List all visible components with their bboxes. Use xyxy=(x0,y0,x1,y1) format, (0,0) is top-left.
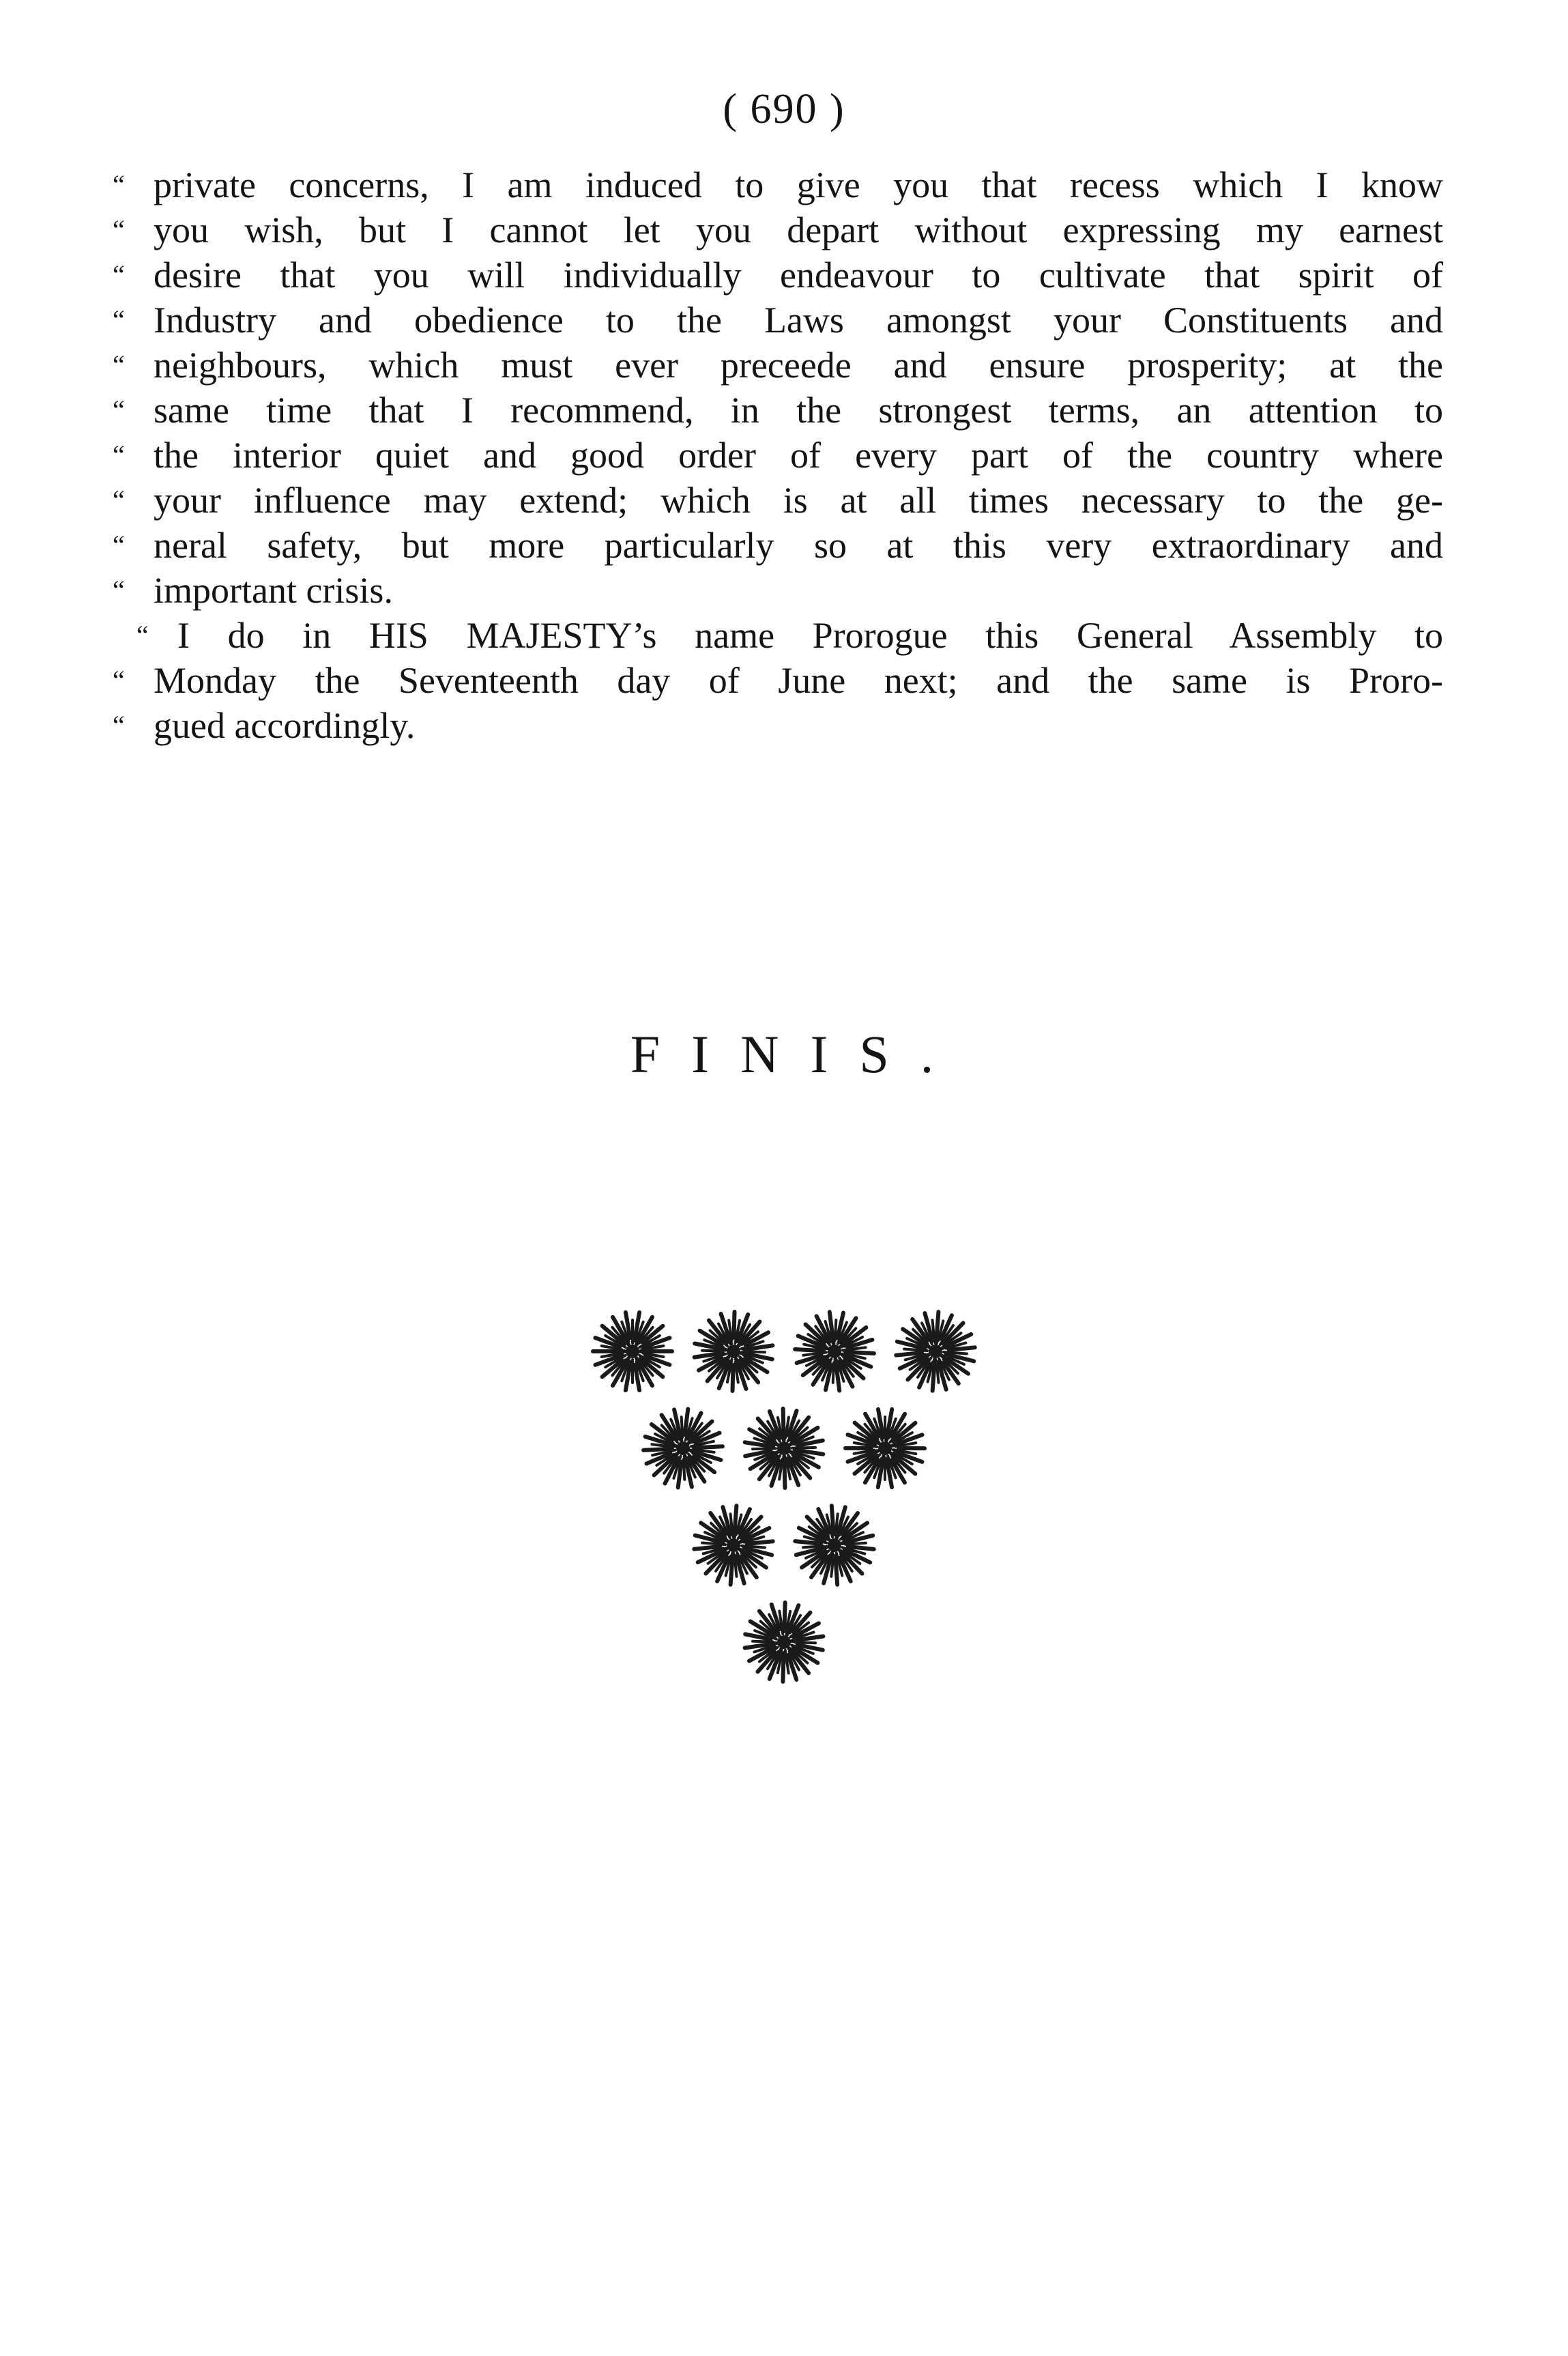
text-line xyxy=(113,388,1443,433)
line-text: I do in HIS MAJESTY’s name Prorogue this General Assembly to xyxy=(177,615,1443,656)
text-line xyxy=(113,658,1443,703)
page-number: ( 690 ) xyxy=(723,86,845,132)
line-text: neral safety, but more particularly so at this very extraordinary and xyxy=(154,525,1443,566)
line-text: private concerns, I am induced to give you that recess which I know xyxy=(154,164,1443,205)
line-text: your influence may extend; which is at all times necessary to the ge- xyxy=(154,480,1443,521)
quote-mark: “ xyxy=(113,440,125,470)
quote-mark: “ xyxy=(113,575,125,605)
text-line xyxy=(113,298,1443,343)
text-line xyxy=(113,613,1443,658)
starburst-icon xyxy=(694,1506,772,1585)
quote-mark: “ xyxy=(113,304,125,335)
text-line xyxy=(113,207,1443,253)
text-line xyxy=(113,433,1443,478)
text-line xyxy=(113,568,1409,613)
starburst-icon xyxy=(643,1409,723,1488)
starburst-icon xyxy=(745,1603,824,1682)
quote-mark: “ xyxy=(113,259,125,290)
line-text: Industry and obedience to the Laws amongst your Constituents and xyxy=(154,300,1443,341)
line-text: you wish, but I cannot let you depart without expressing my earnest xyxy=(154,210,1443,250)
line-text: same time that I recommend, in the strongest terms, an attention to xyxy=(154,390,1443,431)
quote-mark: “ xyxy=(113,349,125,380)
quote-mark: “ xyxy=(113,394,125,425)
starburst-icon xyxy=(795,1506,873,1585)
text-line xyxy=(113,343,1443,388)
quote-mark: “ xyxy=(136,620,149,650)
proclamation-text xyxy=(113,162,1443,748)
line-text: the interior quiet and good order of every part of the country where xyxy=(154,435,1443,476)
line-text: Monday the Seventeenth day of June next; and the same is Proro- xyxy=(154,660,1443,701)
starburst-icon xyxy=(845,1409,925,1487)
starburst-ornament-icon xyxy=(0,1297,1568,1720)
line-text: desire that you will individually endeavour to cultivate that spirit of xyxy=(154,255,1443,296)
quote-mark: “ xyxy=(113,485,125,515)
quote-mark: “ xyxy=(113,665,125,695)
line-text: important crisis. xyxy=(154,570,393,611)
starburst-icon xyxy=(695,1312,773,1391)
text-line xyxy=(113,253,1443,298)
quote-mark: “ xyxy=(113,214,125,245)
quote-mark: “ xyxy=(113,710,125,741)
starburst-icon xyxy=(593,1312,672,1390)
text-line xyxy=(113,478,1443,523)
text-line xyxy=(113,523,1443,568)
text-line xyxy=(113,162,1443,207)
starburst-icon xyxy=(745,1409,824,1488)
text-line xyxy=(113,703,1409,748)
line-text: neighbours, which must ever preceede and ensure prosperity; at the xyxy=(154,345,1443,386)
quote-mark: “ xyxy=(113,530,125,560)
starburst-icon xyxy=(896,1312,974,1391)
starburst-icon xyxy=(795,1312,874,1390)
finis-heading: FINIS. xyxy=(630,1024,966,1084)
line-text: gued accordingly. xyxy=(154,705,416,746)
quote-mark: “ xyxy=(113,169,125,200)
